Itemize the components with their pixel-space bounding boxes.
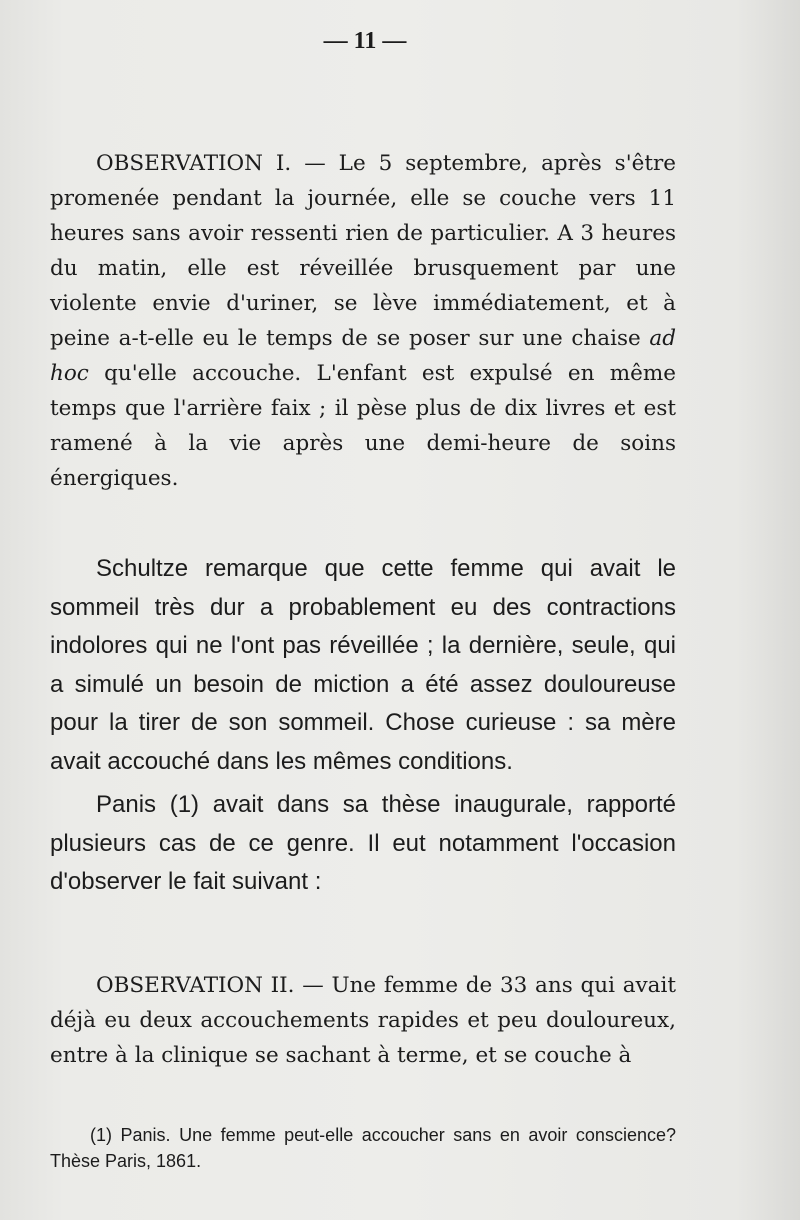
paragraph-panis: Panis (1) avait dans sa thèse inaugurale, rapporté plusieurs cas de ce genre. Il eut notamment l'occasion d'observer le fait suivant : <box>50 791 676 895</box>
observation-1-text-a: OBSERVATION I. — Le 5 septembre, après s'être promenée pendant la journée, elle se couche vers 11 heures sans avoir ressenti rien de particulier. A 3 heures du matin, elle est réveillée brusquement par une violente envie d'uriner, se lève immédiatement, et à peine a-t-elle eu le temps de se poser sur une chaise <box>50 151 676 351</box>
observation-1-italic: ad hoc <box>50 326 676 386</box>
observation-1-text-b: qu'elle accouche. L'enfant est expulsé en même temps que l'arrière faix ; il pèse plus de dix livres et est ramené à la vie après une demi-heure de soins énergiques. <box>50 361 676 491</box>
observation-2: OBSERVATION II. — Une femme de 33 ans qui avait déjà eu deux accouchements rapides et peu douloureux, entre à la clinique se sachant à terme, et se couche à <box>50 973 676 1068</box>
footnote: (1) Panis. Une femme peut-elle accoucher sans en avoir conscience? Thèse Paris, 1861. <box>50 1125 676 1171</box>
page-number: — 11 — <box>323 28 407 54</box>
observation-1 <box>50 146 676 496</box>
paragraph-schultze: Schultze remarque que cette femme qui avait le sommeil très dur a probablement eu des contractions indolores qui ne l'ont pas réveillée ; la dernière, seule, qui a simulé un besoin de miction a été assez douloureuse pour la tirer de son sommeil. Chose curieuse : sa mère avait accouché dans les mêmes conditions. <box>50 555 676 775</box>
